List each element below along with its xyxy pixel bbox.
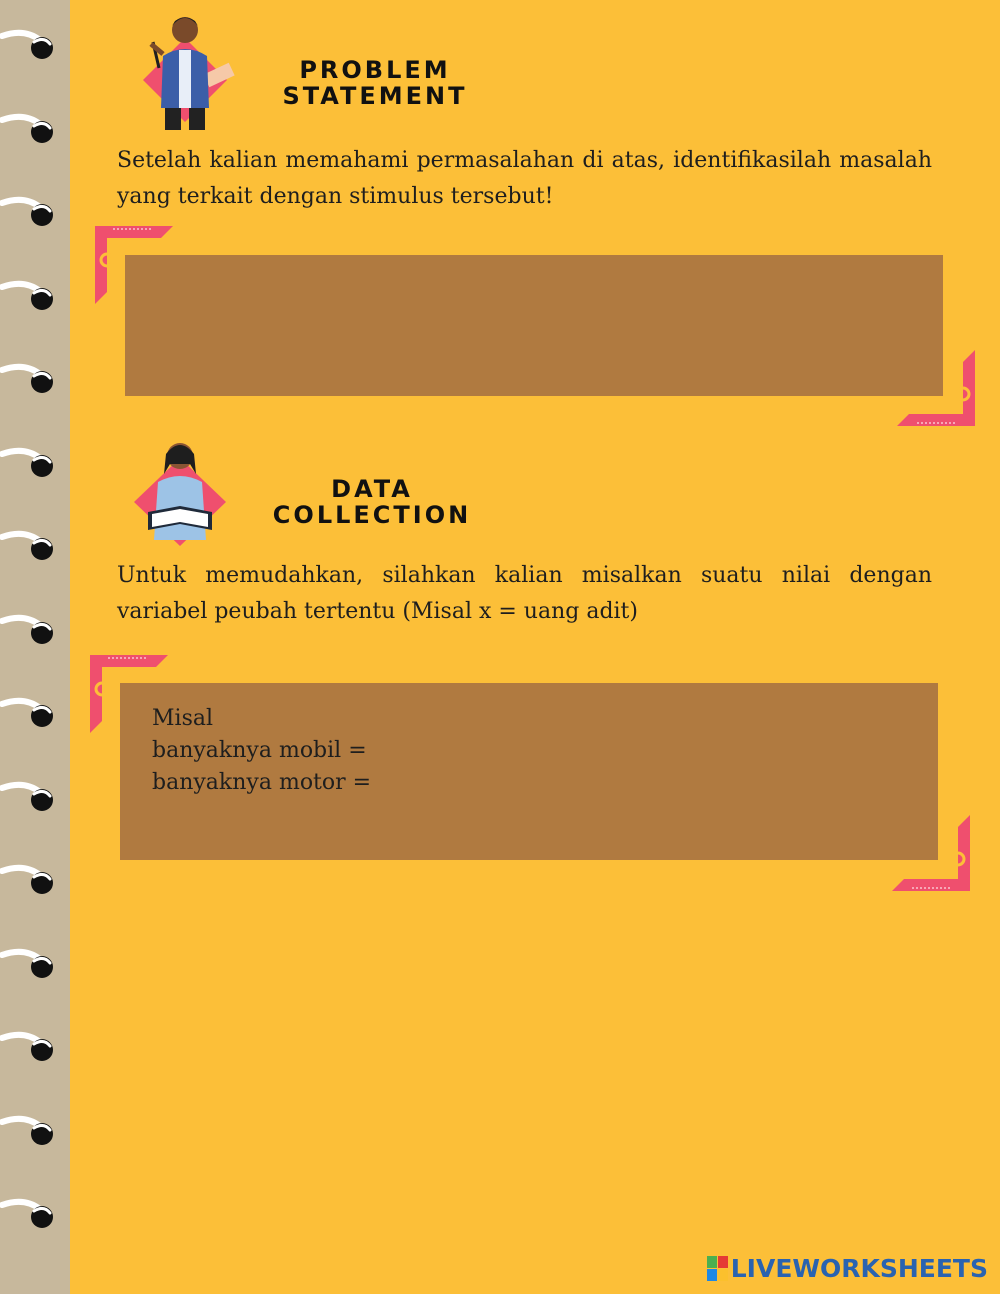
problem-statement-prompt: Setelah kalian memahami permasalahan di atas, identifikasilah masalah yang terkait dengan stimulus tersebut! xyxy=(117,148,932,209)
heading-line-1: PROBLEM xyxy=(299,56,451,84)
spiral-ring-icon xyxy=(0,444,62,484)
spiral-ring-icon xyxy=(0,360,62,400)
spiral-ring-icon xyxy=(0,527,62,567)
spiral-ring-icon xyxy=(0,110,62,150)
spiral-ring-icon xyxy=(0,778,62,818)
data-collection-heading xyxy=(262,476,482,528)
spiral-ring-icon xyxy=(0,861,62,901)
teacher-illustration xyxy=(135,8,235,133)
spiral-ring-icon xyxy=(0,277,62,317)
student-reading-illustration xyxy=(130,432,230,550)
spiral-ring-icon xyxy=(0,694,62,734)
notebook-spine xyxy=(0,0,70,1294)
problem-statement-heading xyxy=(270,57,480,109)
corner-ornament-icon xyxy=(892,815,970,893)
corner-ornament-icon xyxy=(897,350,975,428)
spiral-ring-icon xyxy=(0,1112,62,1152)
data-collection-answer-box[interactable] xyxy=(120,683,938,860)
problem-statement-answer-box[interactable] xyxy=(125,255,943,396)
heading-line-2: COLLECTION xyxy=(272,501,472,529)
heading-line-2: STATEMENT xyxy=(282,82,468,110)
logo-text: LIVEWORKSHEETS xyxy=(730,1253,988,1283)
liveworksheets-logo[interactable] xyxy=(707,1252,988,1284)
data-collection-prompt: Untuk memudahkan, silahkan kalian misalkan suatu nilai dengan variabel peubah tertentu (Misal x = uang adit) xyxy=(117,563,932,624)
spiral-ring-icon xyxy=(0,1028,62,1068)
spiral-ring-icon xyxy=(0,26,62,66)
spiral-ring-icon xyxy=(0,1195,62,1235)
spiral-ring-icon xyxy=(0,945,62,985)
data-collection-answer-text: Misal banyaknya mobil = banyaknya motor = xyxy=(152,706,372,795)
spiral-ring-icon xyxy=(0,193,62,233)
heading-line-1: DATA xyxy=(331,475,413,503)
liveworksheets-logo-icon xyxy=(707,1256,728,1281)
spiral-ring-icon xyxy=(0,611,62,651)
